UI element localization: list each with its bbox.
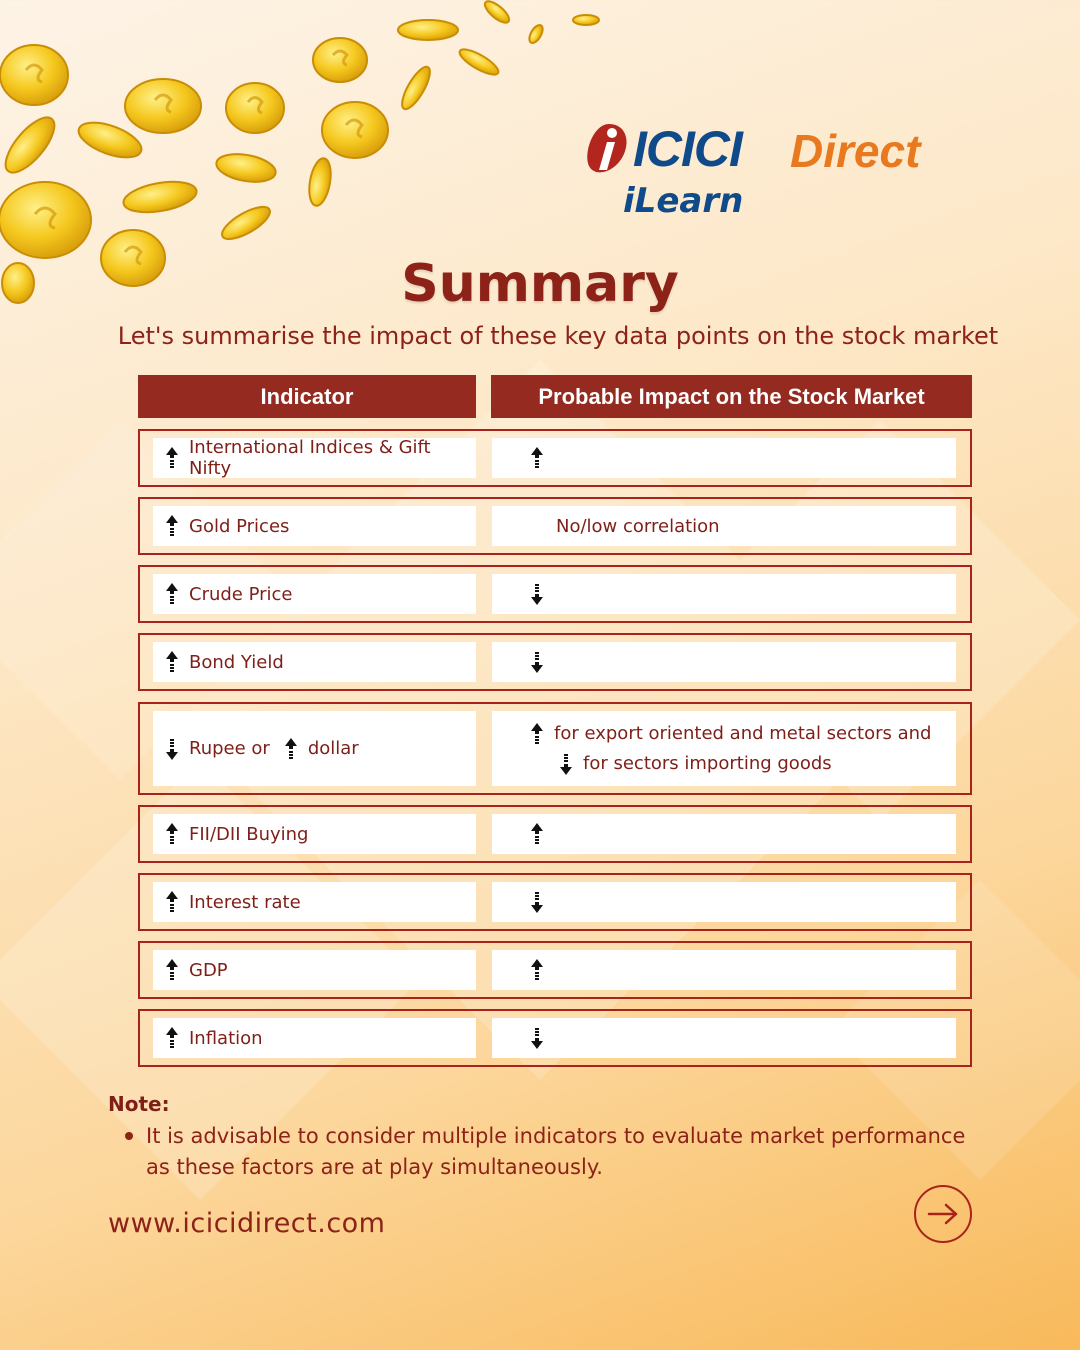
impact-cell: [492, 711, 956, 786]
up-arrow-icon: [165, 650, 179, 674]
table-row: [138, 633, 972, 691]
impact-cell: [492, 1018, 956, 1058]
indicator-cell: [153, 1018, 476, 1058]
indicator-cell: [153, 950, 476, 990]
page-subtitle: Let's summarise the impact of these key data points on the stock market: [117, 322, 999, 350]
up-arrow-icon: [165, 514, 179, 538]
bullet-icon: [125, 1132, 133, 1140]
table-row: [138, 429, 972, 487]
indicator-label: Interest rate: [189, 891, 301, 913]
up-arrow-icon: [165, 890, 179, 914]
brand-logo: [585, 118, 1005, 228]
up-arrow-icon: [284, 737, 298, 761]
table-row: [138, 565, 972, 623]
arrow-right-icon: [926, 1202, 960, 1226]
indicator-cell: [153, 506, 476, 546]
impact-cell: [492, 882, 956, 922]
down-arrow-icon: [530, 582, 544, 606]
up-arrow-icon: [530, 722, 544, 746]
indicator-label-rupee: Rupee or: [189, 738, 270, 759]
table-row: [138, 497, 972, 555]
impact-label-line2: for sectors importing goods: [583, 753, 832, 774]
indicator-cell: [153, 642, 476, 682]
impact-cell: [492, 506, 956, 546]
brand-name-direct: Direct: [790, 125, 921, 177]
up-arrow-icon: [165, 582, 179, 606]
indicator-label: FII/DII Buying: [189, 823, 309, 845]
indicator-label: Bond Yield: [189, 651, 284, 673]
down-arrow-icon: [530, 890, 544, 914]
up-arrow-icon: [165, 958, 179, 982]
up-arrow-icon: [165, 1026, 179, 1050]
down-arrow-icon: [530, 1026, 544, 1050]
brand-product-ilearn: iLearn: [623, 181, 744, 221]
impact-label-line1: for export oriented and metal sectors and: [554, 723, 932, 744]
up-arrow-icon: [165, 822, 179, 846]
indicator-cell: [153, 574, 476, 614]
down-arrow-icon: [559, 752, 573, 776]
indicator-label: GDP: [189, 959, 228, 981]
down-arrow-icon: [165, 737, 179, 761]
indicator-cell: [153, 438, 476, 478]
indicator-label: International Indices & Gift Nifty: [189, 437, 431, 479]
brand-name-icici: ICICI: [633, 121, 742, 177]
indicator-cell: [153, 882, 476, 922]
impact-cell: [492, 814, 956, 854]
indicator-cell: [153, 814, 476, 854]
page-title: Summary: [401, 254, 679, 314]
website-link[interactable]: www.icicidirect.com: [108, 1208, 386, 1239]
indicator-cell: [153, 711, 476, 786]
impact-cell: [492, 950, 956, 990]
brand-i-logo-icon: [585, 122, 629, 176]
impact-cell: [492, 438, 956, 478]
impact-label: No/low correlation: [556, 515, 720, 537]
up-arrow-icon: [165, 446, 179, 470]
impact-cell: [492, 574, 956, 614]
note-heading: Note:: [108, 1092, 170, 1116]
indicator-label: Crude Price: [189, 583, 293, 605]
note-text: It is advisable to consider multiple indicators to evaluate market performance as these factors are at play simultaneously.: [146, 1124, 966, 1179]
impact-cell: [492, 642, 956, 682]
indicator-label: Gold Prices: [189, 515, 290, 537]
table-header-indicator: Indicator: [138, 375, 476, 418]
indicator-label-dollar: dollar: [307, 738, 359, 759]
table-row: [138, 941, 972, 999]
table-row: [138, 805, 972, 863]
table-row: [138, 702, 972, 795]
down-arrow-icon: [530, 650, 544, 674]
table-row: [138, 1009, 972, 1067]
up-arrow-icon: [530, 446, 544, 470]
table-row: [138, 873, 972, 931]
table-header-impact: Probable Impact on the Stock Market: [491, 375, 972, 418]
next-button[interactable]: [914, 1185, 972, 1243]
up-arrow-icon: [530, 958, 544, 982]
up-arrow-icon: [530, 822, 544, 846]
indicator-label: Inflation: [189, 1027, 263, 1049]
